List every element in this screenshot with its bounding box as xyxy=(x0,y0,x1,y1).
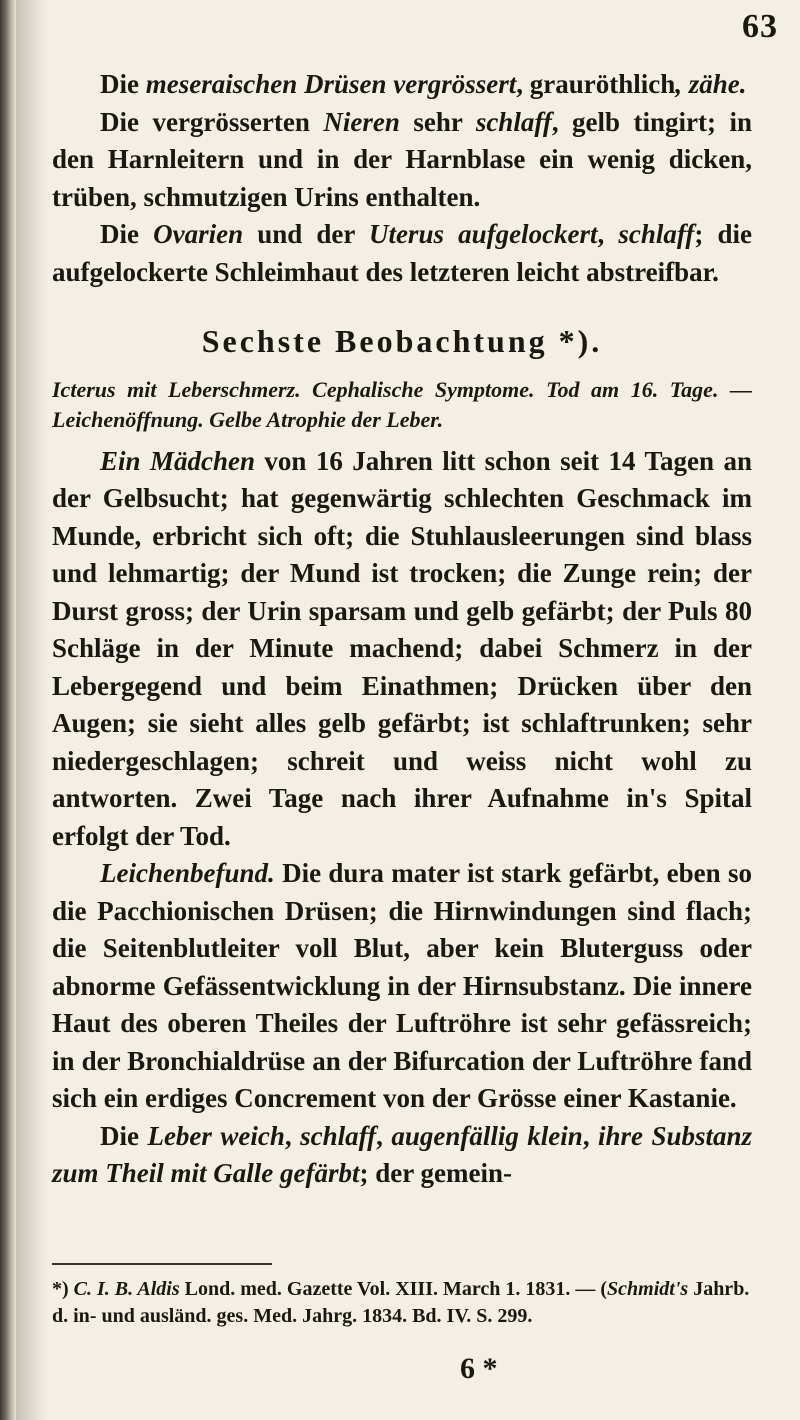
page-body xyxy=(52,66,752,1193)
paragraph-ovaries xyxy=(52,216,752,291)
paragraph-kidneys xyxy=(52,104,752,217)
text: , xyxy=(675,69,689,99)
text: Die xyxy=(100,219,154,249)
binding-shadow xyxy=(16,0,46,1420)
signature-mark: 6 * xyxy=(460,1352,498,1385)
text: ; der gemein- xyxy=(359,1158,512,1188)
text: Die vergrösserten xyxy=(100,106,324,137)
italic-text: Uterus aufgelockert xyxy=(368,219,598,249)
text: , xyxy=(284,1120,301,1151)
paragraph-autopsy xyxy=(52,855,752,1118)
text: ; die aufgelockerte Schleimhaut des letzteren leicht abstreifbar. xyxy=(52,219,753,287)
italic-text: C. I. B. Aldis xyxy=(73,1278,180,1300)
text: , gelb tingirt; in den Harnleitern und in der Harnblase ein wenig dicken, trüben xyxy=(52,106,752,212)
text: Jahrb. d. in- und ausländ. ges. Med. Jahrg. 1834. Bd. IV. S. 299. xyxy=(52,1278,750,1327)
text: , schmutzigen Urins enthalten. xyxy=(130,181,481,212)
italic-text: Ovarien xyxy=(153,219,244,249)
text: , xyxy=(597,219,619,249)
text: , xyxy=(582,1120,599,1151)
italic-text: ihre Substanz zum Theil mit Galle gefärbt xyxy=(52,1120,753,1188)
text: Die xyxy=(100,69,146,99)
italic-text: schlaff xyxy=(618,219,695,249)
paragraph-liver xyxy=(52,1118,752,1193)
text: von 16 Jahren litt schon seit 14 Tagen an der Gelbsucht; hat gegenwärtig schlechten Geschmack im Munde, erbricht sich oft; die Stuhlausleerungen sind blass und lehmartig; der Mund ist trocken; die Zunge rein; der Durst gross; der Urin sparsam und gelb gefärbt; der Puls 80 Schläge in der Minute machend; dabei Schmerz in der Lebergegend und beim Einathmen; Drücken über den Augen; sie sieht alles gelb gefärbt; ist schlaftrunken; sehr niedergeschlagen; schreit und weiss nicht wohl zu antworten. Zwei Tage nach ihrer Aufnahme in's Spital erfolgt der Tod. xyxy=(52,445,752,851)
italic-text: Schmidt's xyxy=(607,1278,689,1300)
footnote-rule xyxy=(52,1263,272,1265)
text: und der xyxy=(243,219,369,249)
paragraph-mesenteric-glands xyxy=(52,66,752,104)
italic-text: schlaff xyxy=(475,106,552,137)
italic-text: Leichenbefund. xyxy=(100,858,275,888)
paragraph-case-history xyxy=(52,443,752,856)
text: sehr xyxy=(399,106,476,137)
italic-text: Leber weich xyxy=(147,1120,285,1151)
text: Die xyxy=(100,1120,148,1151)
page-number: 63 xyxy=(742,8,778,45)
italic-text: augenfällig klein xyxy=(391,1120,583,1151)
book-binding-edge xyxy=(0,0,16,1420)
text: Lond. med. Gazette Vol. XIII. March 1. 1831. — ( xyxy=(179,1278,608,1300)
footnote xyxy=(52,1276,752,1330)
section-heading: Sechste Beobachtung *). xyxy=(201,323,603,359)
case-summary: Icterus mit Leberschmerz. Cephalische Symptome. Tod am 16. Tage. — Leichenöffnung. Gelbe Atrophie der Leber. xyxy=(52,376,752,432)
italic-text: meseraischen Drüsen vergrössert xyxy=(145,69,517,99)
text: , xyxy=(376,1120,392,1151)
text: , grauröthlich xyxy=(516,69,676,99)
italic-text: schlaff xyxy=(300,1120,377,1151)
italic-text: Ein Mädchen xyxy=(100,445,255,476)
text: *) xyxy=(52,1278,74,1300)
italic-text: Nieren xyxy=(323,106,400,137)
text: Die dura mater ist stark gefärbt, eben so die Pacchionischen Drüsen; die Hirnwindungen sind flach; die Seitenblutleiter voll Blut, aber kein Bluterguss oder abnorme Gefässentwicklung in der Hirnsubstanz. Die innere Haut des oberen Theiles der Luftröhre ist sehr gefässreich; in der Bronchialdrüse an der Bifurcation der Luftröhre fand sich ein erdiges Concrement von der Grösse einer Kastanie. xyxy=(52,858,752,1113)
italic-text: zähe. xyxy=(688,69,747,99)
